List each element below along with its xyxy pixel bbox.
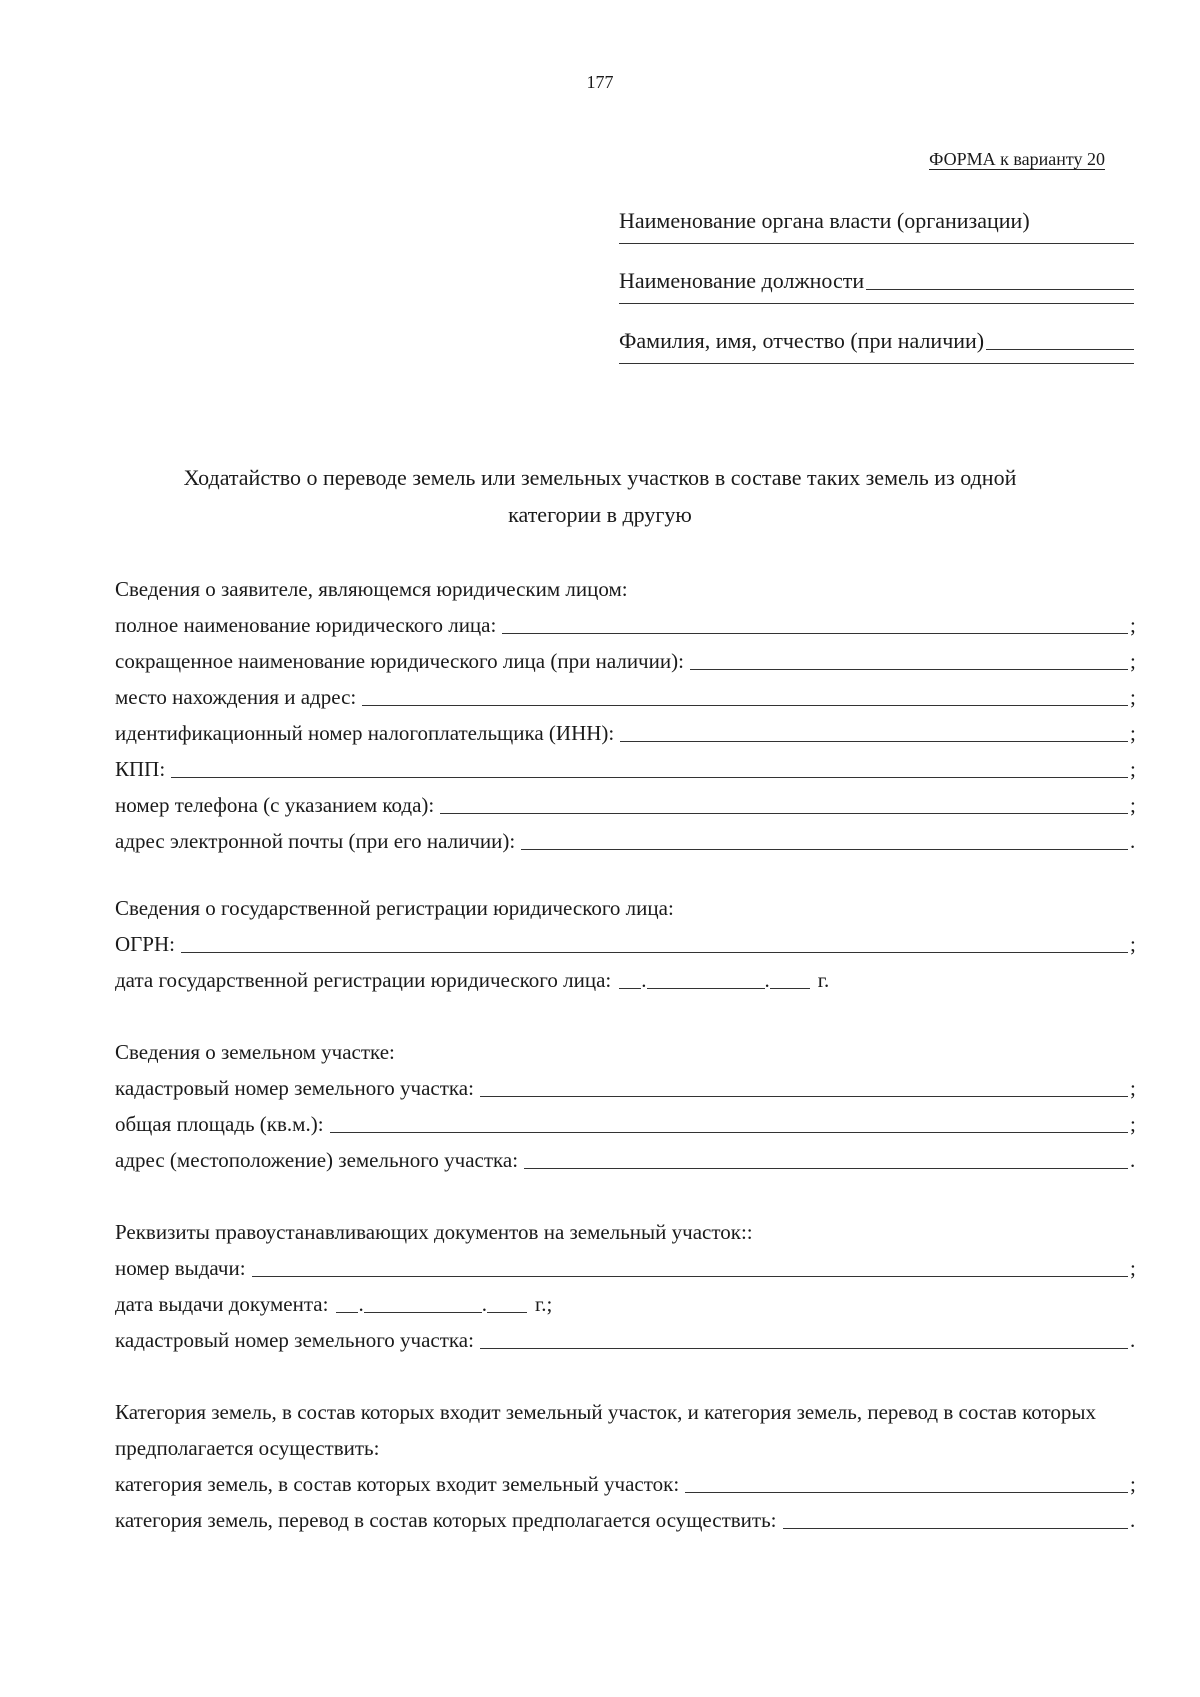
field-label: категория земель, перевод в состав которых предполагается осуществить: [115,1508,777,1532]
land-plot-heading: Сведения о земельном участке: [115,1040,395,1064]
position-input-line[interactable] [866,268,1134,290]
document-cadastral-field: кадастровый номер земельного участка: . [115,1322,1140,1358]
full-name-input-line-2[interactable] [619,363,1134,364]
address-input[interactable] [362,705,1128,706]
full-name-input[interactable] [502,633,1128,634]
current-category-field: категория земель, в состав которых входит земельный участок: ; [115,1466,1140,1502]
day-input[interactable] [619,988,641,989]
issue-number-field: номер выдачи: ; [115,1250,1140,1286]
address-field: место нахождения и адрес: ; [115,679,1140,715]
field-label: адрес электронной почты (при его наличии): [115,829,516,853]
inn-field: идентификационный номер налогоплательщика (ИНН): ; [115,715,1140,751]
kpp-input[interactable] [171,777,1128,778]
cadastral-number-input[interactable] [480,1096,1128,1097]
category-heading: Категория земель, в состав которых входит земельный участок, и категория земель, перевод в состав которых предполагается осуществить: [115,1400,1096,1460]
field-label: номер выдачи: [115,1256,246,1280]
page-number: 177 [586,72,614,92]
registration-section [115,890,1140,998]
applicant-section [115,571,1140,859]
field-label: идентификационный номер налогоплательщика (ИНН): [115,721,615,745]
position-input-line-2[interactable] [619,303,1134,304]
registration-heading: Сведения о государственной регистрации юридического лица: [115,896,674,920]
area-field: общая площадь (кв.м.): ; [115,1106,1140,1142]
field-label: ОГРН: [115,932,175,956]
field-label: кадастровый номер земельного участка: [115,1328,474,1352]
day-input[interactable] [336,1312,358,1313]
field-label: сокращенное наименование юридического лица (при наличии): [115,649,684,673]
addressee-block [619,208,1134,388]
area-input[interactable] [330,1132,1128,1133]
kpp-field: КПП: ; [115,751,1140,787]
target-category-field: категория земель, перевод в состав которых предполагается осуществить: . [115,1502,1140,1538]
email-field: адрес электронной почты (при его наличии): . [115,823,1140,859]
document-cadastral-input[interactable] [480,1348,1128,1349]
field-label: полное наименование юридического лица: [115,613,497,637]
plot-address-input[interactable] [524,1168,1128,1169]
document-title [0,459,1200,533]
month-input[interactable] [364,1312,482,1313]
field-label: номер телефона (с указанием кода): [115,793,435,817]
land-plot-section [115,1034,1140,1178]
field-label: адрес (местоположение) земельного участка: [115,1148,519,1172]
inn-input[interactable] [620,741,1128,742]
year-input[interactable] [770,988,810,989]
field-label: общая площадь (кв.м.): [115,1112,324,1136]
registration-date-field: дата государственной регистрации юридического лица: . . г. [115,962,1140,998]
email-input[interactable] [521,849,1128,850]
field-label: место нахождения и адрес: [115,685,357,709]
issue-number-input[interactable] [252,1276,1128,1277]
ogrn-input[interactable] [181,952,1128,953]
field-label: дата государственной регистрации юридического лица: [115,968,612,992]
issue-date-field: дата выдачи документа: . . г.; [115,1286,1140,1322]
position-label: Наименование должности [619,268,865,293]
short-name-input[interactable] [690,669,1128,670]
target-category-input[interactable] [783,1528,1129,1529]
full-name-label: Фамилия, имя, отчество (при наличии) [619,328,985,353]
cadastral-number-field: кадастровый номер земельного участка: ; [115,1070,1140,1106]
full-name-input-line[interactable] [986,328,1134,350]
year-input[interactable] [487,1312,527,1313]
title-line-1: Ходатайство о переводе земель или земельных участков в составе таких земель из одной [183,465,1017,490]
field-label: дата выдачи документа: [115,1292,329,1316]
field-label: КПП: [115,757,166,781]
title-line-2: категории в другую [508,502,692,527]
documents-heading: Реквизиты правоустанавливающих документов на земельный участок:: [115,1220,753,1244]
phone-input[interactable] [440,813,1128,814]
documents-section [115,1214,1140,1358]
full-name-field: полное наименование юридического лица: ; [115,607,1140,643]
authority-input-line[interactable] [619,243,1134,244]
month-input[interactable] [647,988,765,989]
applicant-heading: Сведения о заявителе, являющемся юридическим лицом: [115,577,628,601]
authority-label: Наименование органа власти (организации) [619,208,1030,233]
ogrn-field: ОГРН: ; [115,926,1140,962]
short-name-field: сокращенное наименование юридического лица (при наличии): ; [115,643,1140,679]
form-reference: ФОРМА к варианту 20 [929,149,1105,169]
category-section [115,1394,1140,1538]
field-label: кадастровый номер земельного участка: [115,1076,474,1100]
current-category-input[interactable] [685,1492,1128,1493]
field-label: категория земель, в состав которых входит земельный участок: [115,1472,680,1496]
plot-address-field: адрес (местоположение) земельного участка: . [115,1142,1140,1178]
phone-field: номер телефона (с указанием кода): ; [115,787,1140,823]
